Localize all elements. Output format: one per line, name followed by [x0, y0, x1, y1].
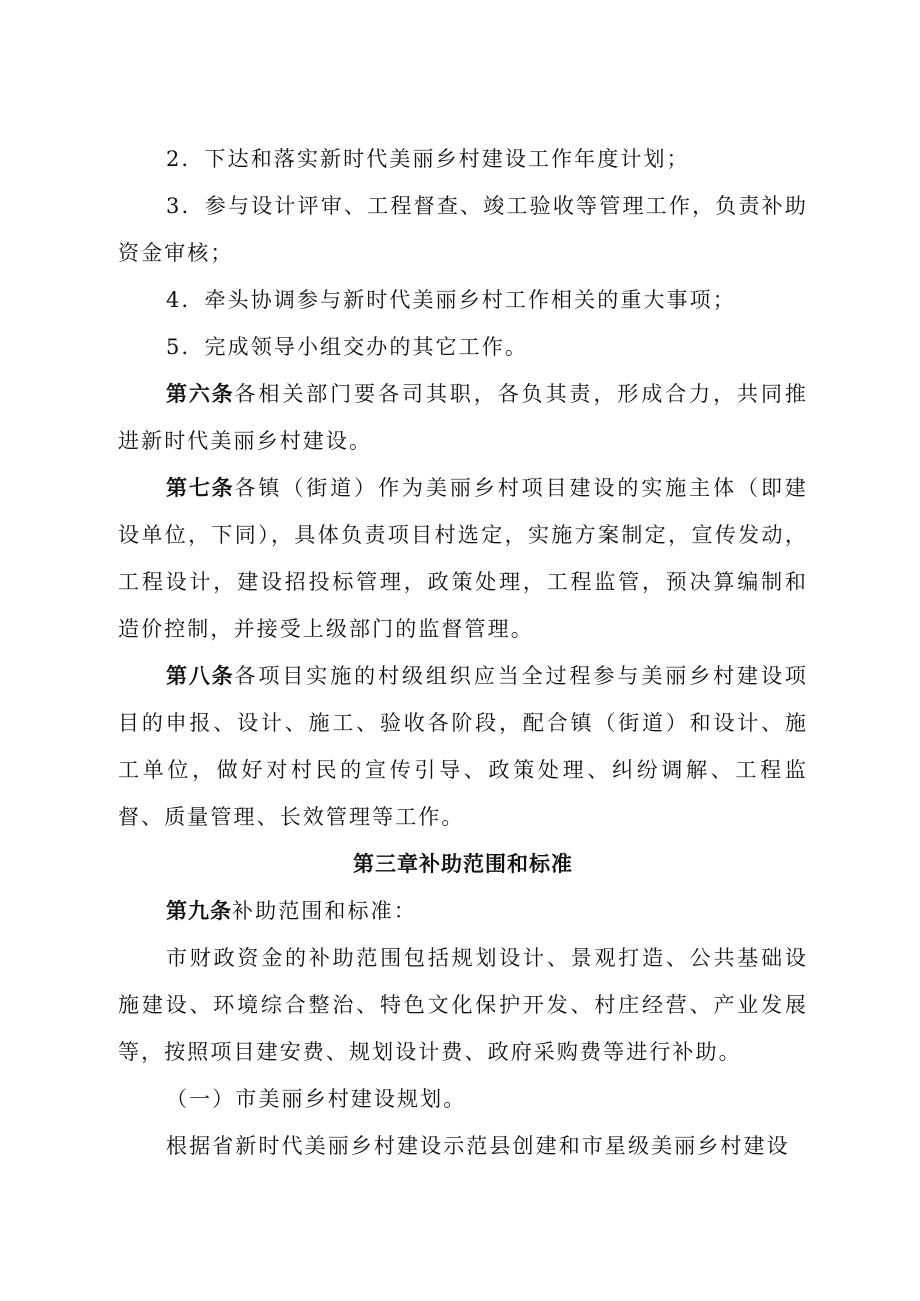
article-7-label: 第七条	[166, 476, 235, 500]
chapter-heading: 第三章补助范围和标准	[353, 852, 573, 876]
article-8-label: 第八条	[166, 664, 235, 688]
scope-paragraph: 市财政资金的补助范围包括规划设计、景观打造、公共基础设施建设、环境综合整治、特色文化保护开发、村庄经营、产业发展等，按照项目建安费、规划设计费、政府采购费等进行补助。	[118, 946, 808, 1064]
item-3: 3．参与设计评审、工程督查、竣工验收等管理工作，负责补助资金审核；	[118, 194, 808, 265]
article-9-label: 第九条	[166, 899, 232, 923]
article-9-text: 补助范围和标准：	[232, 899, 417, 923]
document-body	[118, 136, 808, 1170]
article-6-text: 各相关部门要各司其职，各负其责，形成合力，共同推进新时代美丽乡村建设。	[118, 382, 808, 453]
item-5: 5．完成领导小组交办的其它工作。	[166, 335, 528, 359]
article-7-text: 各镇（街道）作为美丽乡村项目建设的实施主体（即建设单位，下同），具体负责项目村选定，实施方案制定，宣传发动，工程设计，建设招投标管理，政策处理，工程监管，预决算编制和造价控制，并接受上级部门的监督管理。	[118, 476, 808, 641]
article-7	[118, 465, 808, 653]
item-4: 4．牵头协调参与新时代美丽乡村工作相关的重大事项；	[166, 288, 736, 312]
article-6-label: 第六条	[166, 382, 235, 406]
subsection-1: （一）市美丽乡村建设规划。	[166, 1087, 467, 1111]
article-8-text: 各项目实施的村级组织应当全过程参与美丽乡村建设项目的申报、设计、施工、验收各阶段，配合镇（街道）和设计、施工单位，做好对村民的宣传引导、政策处理、纠纷调解、工程监督、质量管理、长效管理等工作。	[118, 664, 808, 829]
article-8	[118, 653, 808, 841]
article-6	[118, 371, 808, 465]
item-2: 2．下达和落实新时代美丽乡村建设工作年度计划；	[166, 147, 690, 171]
article-9	[118, 888, 808, 935]
last-paragraph: 根据省新时代美丽乡村建设示范县创建和市星级美丽乡村建设	[166, 1134, 790, 1158]
